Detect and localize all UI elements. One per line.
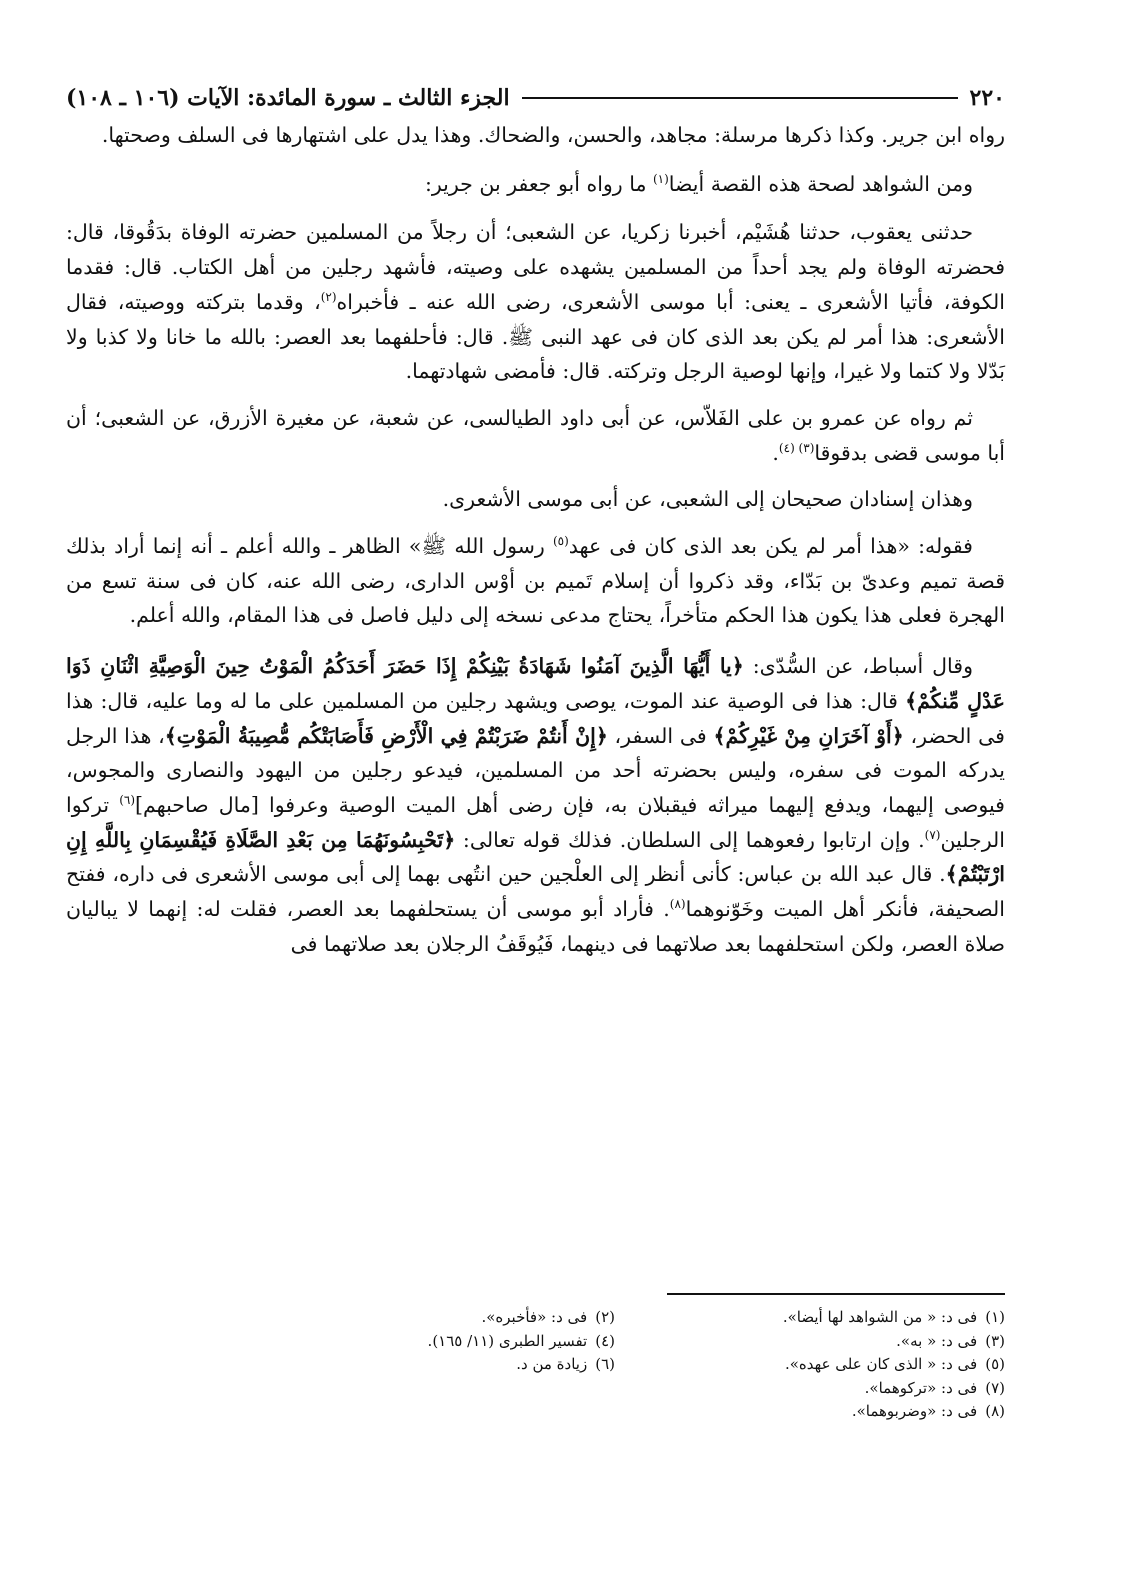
footnote-text: زيادة من د. <box>516 1355 588 1373</box>
running-title: الجزء الثالث ـ سورة المائدة: الآيات (١٠٦ ـ ١٠٨) <box>66 85 510 111</box>
footnote-ref[interactable]: (٥) <box>552 534 569 549</box>
footnote <box>261 1330 615 1354</box>
text-run: ، هذا الرجل يدركه الموت فى سفره، وليس بحضرته أحد من المسلمين، فيدعو رجلين من اليهود والنصارى والمجوس، فيوصى إليهما، ويدفع إليهما ميراثه فيقبلان به، فإن رضى أهل الميت الوصية وعرفوا [مال صاحبهم] <box>66 723 1005 817</box>
text-run: . قال عبد الله بن عباس: كأنى أنظر إلى العلْجين حين انتُهى بهما إلى أبى موسى الأشعرى فى داره، ففتح الصحيفة، فأنكر أهل الميت وخَوّنوهما <box>66 862 1006 922</box>
text-run: وقال أسباط، عن السُّدّى: <box>743 654 973 679</box>
footnote-ref[interactable]: (١) <box>652 171 669 186</box>
paragraph: وهذان إسنادان صحيحان إلى الشعبى، عن أبى موسى الأشعرى. <box>442 487 973 512</box>
footnote <box>651 1306 1005 1330</box>
footnote-ref[interactable]: (٨) <box>669 897 686 912</box>
footnote-text: فى د: «تركوهما». <box>864 1378 978 1397</box>
footnote-number: (٦) <box>595 1355 615 1373</box>
footnote-ref[interactable]: (٣) (٤) <box>778 440 815 455</box>
text-run: . <box>772 440 779 465</box>
footnote-ref[interactable]: (٢) <box>320 289 337 304</box>
footnote-text: فى د: « الذى كان على عهده». <box>784 1355 978 1373</box>
text-run: . وإن ارتابوا رفعوهما إلى السلطان. فذلك قوله تعالى: <box>455 827 925 852</box>
footnote <box>651 1330 1005 1354</box>
body-text <box>66 118 1005 961</box>
page <box>66 78 1005 961</box>
footnote-rule <box>667 1293 1005 1295</box>
footnote-number: (٢) <box>595 1308 615 1326</box>
footnote-ref[interactable]: (٧) <box>924 827 941 842</box>
footnotes <box>66 1306 1005 1424</box>
footnote-text: فى د: « به». <box>896 1331 978 1350</box>
footnote <box>651 1377 1005 1401</box>
page-number: ٢٢٠ <box>969 85 1005 111</box>
footnote-text: فى د: «فأخبره». <box>481 1308 588 1326</box>
quran-verse: ﴿إِنْ أَنتُمْ ضَرَبْتُمْ فِي الْأَرْضِ فَأَصَابَتْكُم مُّصِيبَةُ الْمَوْتِ﴾ <box>164 723 608 748</box>
footnote <box>651 1400 1005 1424</box>
footnote-number: (٥) <box>985 1355 1005 1373</box>
page-header <box>66 78 1005 118</box>
quran-verse: ﴿أَوْ آخَرَانِ مِنْ غَيْرِكُمْ﴾ <box>713 723 904 748</box>
paragraph <box>66 215 1005 389</box>
text-run: ومن الشواهد لصحة هذه القصة أيضا <box>668 171 973 196</box>
footnote-number: (٧) <box>985 1378 1005 1397</box>
header-rule <box>522 97 958 99</box>
text-run: تركوا الرجلين <box>66 792 1005 852</box>
quran-verse: ﴿تَحْبِسُونَهُمَا مِن بَعْدِ الصَّلَاةِ فَيُقْسِمَانِ بِاللَّهِ إِنِ ارْتَبْتُمْ﴾ <box>66 827 1005 887</box>
paragraph <box>66 649 1005 961</box>
text-run: فقوله: «هذا أمر لم يكن بعد الذى كان فى عهد <box>568 534 973 559</box>
footnote-text: فى د: « من الشواهد لها أيضا». <box>782 1308 978 1326</box>
text-run: ثم رواه عن عمرو بن على الفَلاّس، عن أبى داود الطيالسى، عن شعبة، عن مغيرة الأزرق، عن الشعبى؛ أن أبا موسى قضى بدقوقا <box>66 405 1005 465</box>
footnote-number: (٨) <box>985 1402 1005 1420</box>
footnote-ref[interactable]: (٦) <box>119 793 136 808</box>
footnote-text: فى د: «وضربوهما». <box>851 1402 978 1420</box>
footnote-number: (١) <box>985 1308 1005 1326</box>
footnote <box>651 1353 1005 1377</box>
text-run: . فأراد أبو موسى أن يستحلفهما بعد العصر، فقلت له: إنهما لا يباليان صلاة العصر، ولكن استحلفهما بعد صلاتهما فى دينهما، فَيُوقَفُ الرجلان بعد صلاتهما فى <box>66 897 1005 956</box>
footnote <box>261 1353 615 1377</box>
text-run: حدثنى يعقوب، حدثنا هُشَيْم، أخبرنا زكريا، عن الشعبى؛ أن رجلاً من المسلمين حضرته الوفاة بدَقُوقا، قال: فحضرته الوفاة ولم يجد أحداً من المسلمين يشهده على وصيته، فأشهد رجلين من أهل الكتاب. قال: فقدما الكوفة، فأتيا الأشعرى ـ يعنى: أبا موسى الأشعرى، رضى الله عنه ـ فأخبراه <box>66 220 1005 314</box>
quran-verse: ﴿يا أَيُّهَا الَّذِينَ آمَنُوا شَهَادَةُ بَيْنِكُمْ إِذَا حَضَرَ أَحَدَكُمُ الْمَوْتُ حِينَ الْوَصِيَّةِ اثْنَانِ ذَوَا عَدْلٍ مِّنكُمْ﴾ <box>66 654 1005 713</box>
footnote <box>261 1377 615 1401</box>
text-run: ما رواه أبو جعفر بن جرير: <box>424 171 653 196</box>
footnote-number: (٤) <box>595 1331 615 1350</box>
paragraph: رواه ابن جرير. وكذا ذكرها مرسلة: مجاهد، والحسن، والضحاك. وهذا يدل على اشتهارها فى السلف وصحتها. <box>101 123 1005 147</box>
paragraph <box>66 167 1005 202</box>
paragraph <box>66 529 1005 633</box>
paragraph <box>66 401 1005 470</box>
text-run: قال: هذا فى الوصية عند الموت، يوصى ويشهد رجلين من المسلمين على ما له وما عليه، قال: هذا فى الحضر، <box>66 688 1005 748</box>
footnote-number: (٣) <box>985 1331 1005 1350</box>
footnote-text: تفسير الطبرى (١١/ ١٦٥). <box>427 1331 588 1350</box>
text-run: فى السفر، <box>607 723 714 748</box>
text-run: رسول الله ﷺ» الظاهر ـ والله أعلم ـ أنه إنما أراد بذلك قصة تميم وعدىّ بن بَدّاء، وقد ذكروا أن إسلام تَميم بن أوْس الدارى، رضى الله عنه، كان فى سنة تسع من الهجرة فعلى هذا يكون هذا الحكم متأخراً، يحتاج مدعى نسخه إلى دليل فاصل فى هذا المقام، والله أعلم. <box>66 534 1005 628</box>
footnote <box>261 1306 615 1330</box>
text-run: ، وقدما بتركته ووصيته، فقال الأشعرى: هذا أمر لم يكن بعد الذى كان فى عهد النبى ﷺ. قال: فأحلفهما بعد العصر: بالله ما خانا ولا كذبا ولا بَدّلا ولا كتما ولا غيرا، وإنها لوصية الرجل وتركته. قال: فأمضى شهادتهما. <box>66 289 1005 384</box>
